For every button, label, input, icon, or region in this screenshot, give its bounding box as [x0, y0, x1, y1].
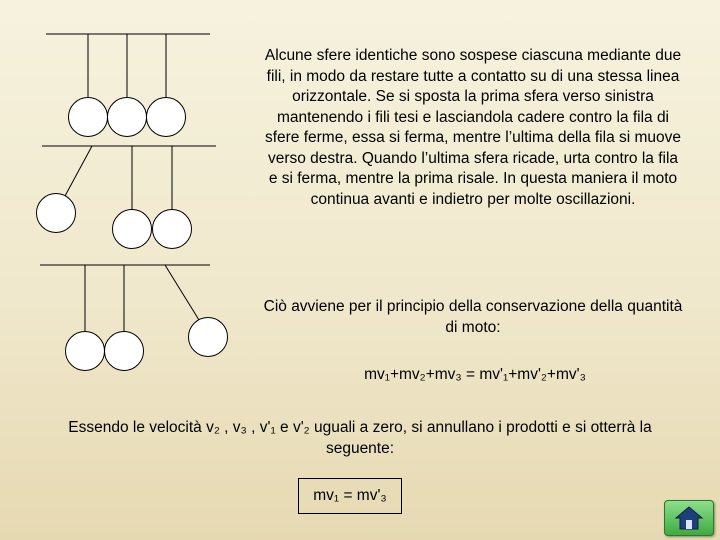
momentum-equation: mv₁+mv₂+mv₃ = mv'₁+mv'₂+mv'₃ — [364, 366, 586, 383]
thread — [65, 146, 92, 196]
sphere — [147, 98, 186, 137]
intro-paragraph: Alcune sfere identiche sono sospese ciascuna mediante due fili, in modo da restare tutte a contatto su di una stessa linea orizzontale. Se si sposta la prima sfera verso sinistra mantenendo i fili tesi e lasciandola cadere contro la fila di sfere ferme, essa si ferma, mentre l’ultima della fila si muove verso destra. Quando l’ultima sfera ricade, urta contro la fila e si ferma, mentre la prima risale. In questa maniera il moto continua avanti e indietro per molte oscillazioni. — [264, 47, 682, 208]
sphere — [69, 98, 108, 137]
sphere — [105, 332, 144, 371]
sphere — [113, 210, 152, 249]
home-button[interactable] — [664, 500, 714, 536]
result-equation-box — [298, 478, 402, 514]
home-icon — [674, 505, 704, 531]
sphere — [37, 194, 76, 233]
sphere — [108, 98, 147, 137]
pendulum-state-last-raised — [40, 265, 228, 371]
result-equation: mv₁ = mv'₃ — [313, 487, 387, 504]
sphere — [66, 332, 105, 371]
thread — [165, 265, 199, 320]
conclusion-paragraph: Essendo le velocità v₂ , v₃ , v'₁ e v'₂ uguali a zero, si annullano i prodotti e si otterrà la seguente: — [68, 419, 652, 457]
sphere — [189, 318, 228, 357]
sphere — [153, 210, 192, 249]
principle-paragraph: Ciò avviene per il principio della conservazione della quantità di moto: — [263, 298, 683, 336]
pendulum-state-rest — [46, 34, 210, 137]
pendulum-state-first-raised — [37, 146, 217, 249]
